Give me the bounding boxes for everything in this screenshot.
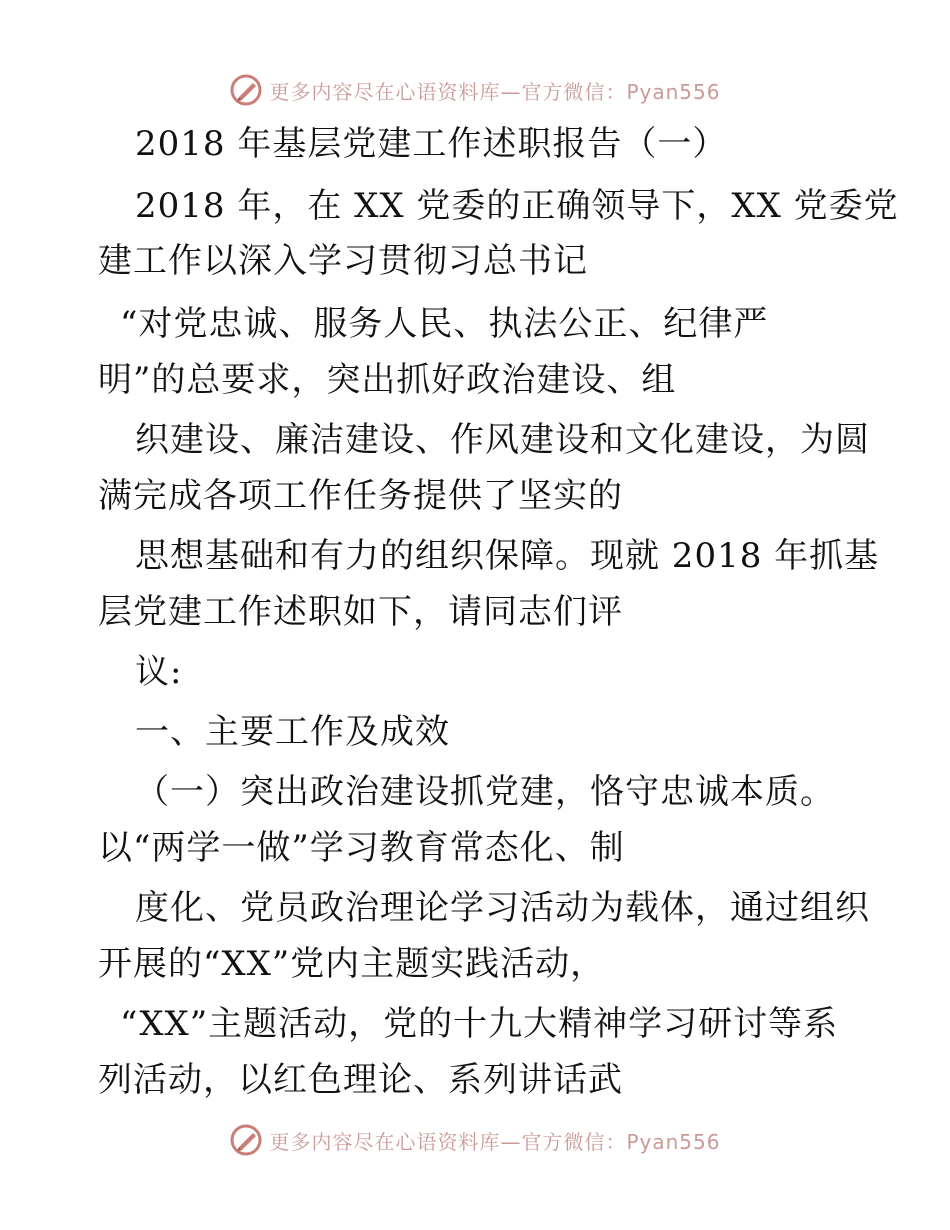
paragraph-line: “对党忠诚、服务人民、执法公正、纪律严 xyxy=(120,304,769,344)
paragraph-line: 明”的总要求，突出抓好政治建设、组 xyxy=(98,360,677,400)
paragraph-line: 织建设、廉洁建设、作风建设和文化建设，为圆 xyxy=(135,420,870,460)
paragraph-line: 度化、党员政治理论学习活动为载体，通过组织 xyxy=(135,888,870,928)
document-title: 2018 年基层党建工作述职报告（一） xyxy=(135,124,728,164)
paragraph-line: 思想基础和有力的组织保障。现就 2018 年抓基 xyxy=(135,536,880,576)
paragraph-line: 列活动，以红色理论、系列讲话武 xyxy=(98,1060,623,1100)
paragraph-line: 层党建工作述职如下，请同志们评 xyxy=(98,592,623,632)
paragraph-line: 满完成各项工作任务提供了坚实的 xyxy=(98,476,623,516)
watermark-header xyxy=(0,70,950,110)
paragraph-line: 开展的“XX”党内主题实践活动， xyxy=(98,944,606,984)
pen-logo-icon xyxy=(229,73,263,107)
paragraph-line: 2018 年，在 XX 党委的正确领导下，XX 党委党 xyxy=(135,186,899,226)
paragraph-line: 建工作以深入学习贯彻习总书记 xyxy=(98,241,588,281)
paragraph-line: “XX”主题活动，党的十九大精神学习研讨等系 xyxy=(120,1004,839,1044)
subsection-heading: （一）突出政治建设抓党建，恪守忠诚本质。 xyxy=(135,772,835,812)
watermark-footer xyxy=(0,1120,950,1160)
watermark-text: 更多内容尽在心语资料库—官方微信：Pyan556 xyxy=(269,79,721,104)
paragraph-line: 议: xyxy=(135,652,183,692)
watermark-text: 更多内容尽在心语资料库—官方微信：Pyan556 xyxy=(269,1129,721,1154)
paragraph-line: 以“两学一做”学习教育常态化、制 xyxy=(98,828,625,868)
pen-logo-icon xyxy=(229,1123,263,1157)
section-heading: 一、主要工作及成效 xyxy=(135,712,450,752)
